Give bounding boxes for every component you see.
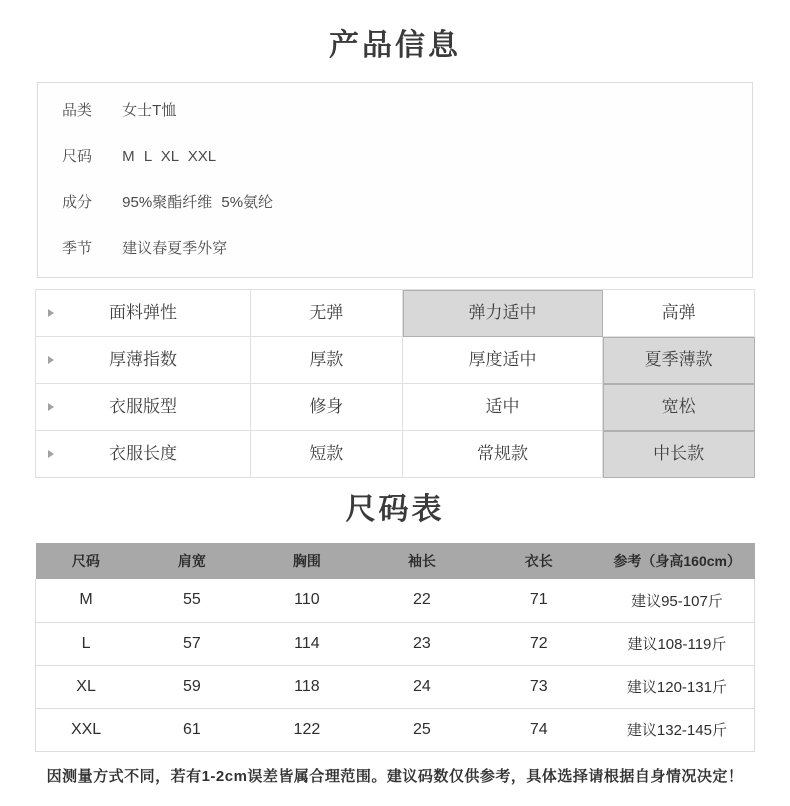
info-label: 成分 xyxy=(62,194,93,211)
col-header-length: 衣长 xyxy=(478,543,600,579)
attr-name-cell xyxy=(36,290,251,337)
attr-option-cell: 修身 xyxy=(251,384,403,431)
attr-name: 衣服长度 xyxy=(108,444,177,463)
size-cell: 110 xyxy=(248,579,367,622)
attr-option-cell-selected: 弹力适中 xyxy=(403,290,604,337)
info-row-composition xyxy=(62,180,752,226)
info-value: 建议春夏季外穿 xyxy=(122,240,228,257)
attr-name: 衣服版型 xyxy=(108,397,177,416)
size-cell: L xyxy=(36,622,137,665)
size-chart-header-row xyxy=(36,543,755,579)
size-chart-title: 尺码表 xyxy=(345,493,445,526)
size-cell: M xyxy=(36,579,137,622)
attribute-table xyxy=(35,289,755,478)
size-cell: 57 xyxy=(136,622,247,665)
table-row-l xyxy=(36,622,755,665)
size-cell: 73 xyxy=(478,665,600,708)
size-cell: 建议120-131斤 xyxy=(600,665,755,708)
size-cell: XXL xyxy=(36,708,137,751)
attr-option-cell-selected: 中长款 xyxy=(603,431,755,478)
size-cell: 114 xyxy=(248,622,367,665)
size-cell: 建议132-145斤 xyxy=(600,708,755,751)
size-cell: 25 xyxy=(366,708,477,751)
col-header-bust: 胸围 xyxy=(248,543,367,579)
attr-option-cell: 适中 xyxy=(403,384,604,431)
attr-name-cell xyxy=(36,384,251,431)
size-cell: 61 xyxy=(136,708,247,751)
size-cell: 22 xyxy=(366,579,477,622)
size-cell: 71 xyxy=(478,579,600,622)
triangle-right-icon xyxy=(48,356,54,364)
attr-option-cell: 短款 xyxy=(251,431,403,478)
size-cell: XL xyxy=(36,665,137,708)
size-cell: 建议108-119斤 xyxy=(600,622,755,665)
size-cell: 建议95-107斤 xyxy=(600,579,755,622)
info-row-size xyxy=(62,134,752,180)
size-cell: 122 xyxy=(248,708,367,751)
measurement-disclaimer: 因测量方式不同，若有1-2cm误差皆属合理范围。建议码数仅供参考，具体选择请根据自身情况决定！ xyxy=(46,767,744,785)
col-header-size: 尺码 xyxy=(36,543,137,579)
table-row-m xyxy=(36,579,755,622)
size-cell: 118 xyxy=(248,665,367,708)
info-label: 品类 xyxy=(62,102,93,119)
info-row-category xyxy=(62,88,752,134)
size-cell: 74 xyxy=(478,708,600,751)
triangle-right-icon xyxy=(48,309,54,317)
triangle-right-icon xyxy=(48,403,54,411)
triangle-right-icon xyxy=(48,450,54,458)
size-cell: 55 xyxy=(136,579,247,622)
size-cell: 23 xyxy=(366,622,477,665)
attr-option-cell-selected: 夏季薄款 xyxy=(603,337,755,384)
attr-name-cell xyxy=(36,431,251,478)
size-cell: 72 xyxy=(478,622,600,665)
attr-name-cell xyxy=(36,337,251,384)
table-row-xxl xyxy=(36,708,755,751)
attr-name: 厚薄指数 xyxy=(108,350,177,369)
info-row-season xyxy=(62,226,752,272)
attr-option-cell: 高弹 xyxy=(603,290,755,337)
table-row-xl xyxy=(36,665,755,708)
col-header-shoulder: 肩宽 xyxy=(136,543,247,579)
attr-option-cell-selected: 宽松 xyxy=(603,384,755,431)
col-header-reference: 参考（身高160cm） xyxy=(600,543,755,579)
size-chart-table xyxy=(35,543,755,752)
attr-option-cell: 厚度适中 xyxy=(403,337,604,384)
attr-option-cell: 厚款 xyxy=(251,337,403,384)
attr-name: 面料弹性 xyxy=(108,303,177,322)
col-header-sleeve: 袖长 xyxy=(366,543,477,579)
info-label: 季节 xyxy=(62,240,93,257)
info-value: M L XL XXL xyxy=(122,148,217,165)
size-cell: 59 xyxy=(136,665,247,708)
info-value: 女士T恤 xyxy=(122,102,177,119)
page-title: 产品信息 xyxy=(329,29,461,62)
size-cell: 24 xyxy=(366,665,477,708)
attr-option-cell: 常规款 xyxy=(403,431,604,478)
info-label: 尺码 xyxy=(62,148,93,165)
product-info-box xyxy=(37,82,753,278)
attr-option-cell: 无弹 xyxy=(251,290,403,337)
info-value: 95%聚酯纤维 5%氨纶 xyxy=(122,194,274,211)
